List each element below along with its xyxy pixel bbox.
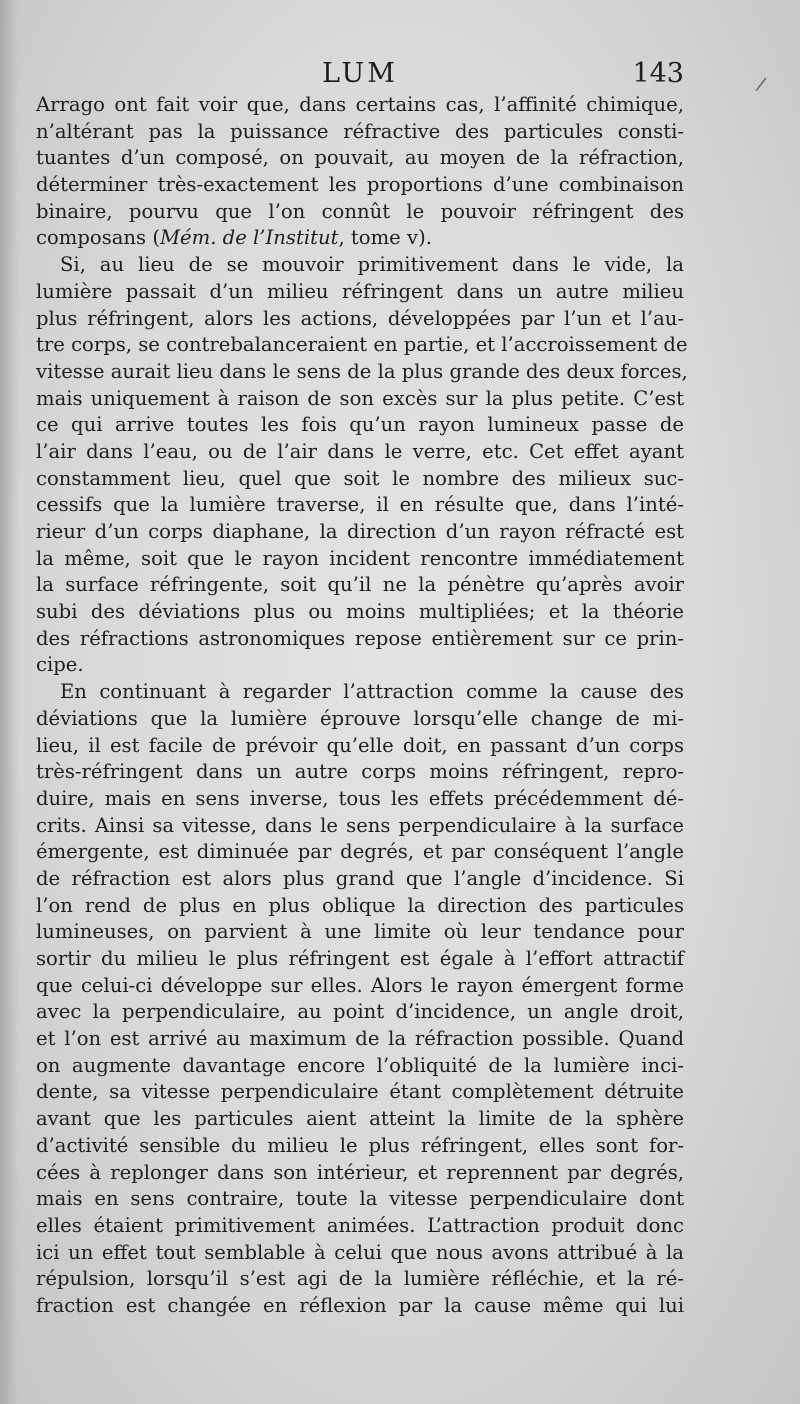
- text-run: émergente, est diminuée par degrés, et par conséquent l’angle: [36, 840, 684, 864]
- text-line: [36, 92, 684, 119]
- text-line: [36, 839, 684, 866]
- text-run: l’air dans l’eau, ou de l’air dans le verre, etc. Cet effet ayant: [36, 439, 684, 463]
- text-run: la surface réfringente, soit qu’il ne la pénètre qu’après avoir: [36, 573, 684, 597]
- text-run: En continuant à regarder l’attraction comme la cause des: [60, 680, 684, 704]
- text-run: ce qui arrive toutes les fois qu’un rayon lumineux passe de: [36, 413, 684, 437]
- text-run: n’altérant pas la puissance réfractive des particules consti-: [36, 119, 684, 143]
- text-run: Arrago ont fait voir que, dans certains cas, l’affinité chimique,: [36, 93, 684, 116]
- text-line: [36, 1079, 684, 1106]
- text-run: mais en sens contraire, toute la vitesse perpendiculaire dont: [36, 1187, 684, 1211]
- text-run: cées à replonger dans son intérieur, et reprennent par degrés,: [36, 1160, 684, 1184]
- text-run: avant que les particules aient atteint la limite de la sphère: [36, 1107, 684, 1131]
- text-line: [36, 866, 684, 893]
- text-line: [36, 332, 688, 359]
- text-run: subi des déviations plus ou moins multipliées; et la théorie: [36, 600, 684, 624]
- text-run: lumineuses, on parvient à une limite où leur tendance pour: [36, 920, 684, 944]
- text-line: [36, 1293, 684, 1320]
- text-run: avec la perpendiculaire, au point d’incidence, un angle droit,: [36, 1000, 684, 1024]
- text-line: [36, 492, 684, 519]
- text-run: déviations que la lumière éprouve lorsqu’elle change de mi-: [36, 706, 684, 730]
- text-run: constamment lieu, quel que soit le nombre des milieux suc-: [36, 466, 684, 490]
- text-line: [36, 679, 684, 706]
- text-line: [36, 439, 684, 466]
- text-run: tuantes d’un composé, on pouvait, au moyen de la réfraction,: [36, 146, 684, 170]
- text-run: cessifs que la lumière traverse, il en résulte que, dans l’inté-: [36, 493, 684, 517]
- text-line: [36, 1026, 684, 1053]
- text-line: [36, 412, 684, 439]
- text-line: [36, 119, 684, 146]
- text-line: [36, 1053, 684, 1080]
- text-run: elles étaient primitivement animées. L’attraction produit donc: [36, 1213, 684, 1237]
- text-line: [36, 252, 684, 279]
- text-run: fraction est changée en réflexion par la cause même qui lui: [36, 1293, 684, 1317]
- text-line: [36, 813, 684, 840]
- text-line: [36, 973, 684, 1000]
- text-line: [36, 919, 684, 946]
- text-line: [36, 145, 684, 172]
- text-line: [36, 386, 684, 413]
- text-line: [36, 759, 684, 786]
- text-run: déterminer très-exactement les proportions d’une combinaison: [36, 173, 684, 197]
- page-number: 143: [632, 58, 684, 89]
- text-run: on augmente davantage encore l’obliquité de la lumière inci-: [36, 1053, 684, 1077]
- text-run: de réfraction est alors plus grand que l’angle d’incidence. Si: [36, 866, 684, 890]
- text-run: vitesse aurait lieu dans le sens de la plus grande des deux forces,: [36, 359, 688, 383]
- text-run: l’on rend de plus en plus oblique la direction des particules: [36, 893, 684, 917]
- text-run: et l’on est arrivé au maximum de la réfraction possible. Quand: [36, 1027, 684, 1051]
- text-line: [36, 225, 684, 252]
- text-run: que celui-ci développe sur elles. Alors le rayon émergent forme: [36, 973, 684, 997]
- text-run: la même, soit que le rayon incident rencontre immédiatement: [36, 546, 684, 570]
- text-run: crits. Ainsi sa vitesse, dans le sens perpendiculaire à la surface: [36, 813, 684, 837]
- text-run: lumière passait d’un milieu réfringent dans un autre milieu: [36, 279, 684, 303]
- text-run: répulsion, lorsqu’il s’est agi de la lumière réfléchie, et la ré-: [36, 1267, 684, 1291]
- text-run: des réfractions astronomiques repose entièrement sur ce prin-: [36, 626, 684, 650]
- text-line: [36, 466, 684, 493]
- text-run: duire, mais en sens inverse, tous les effets précédemment dé-: [36, 786, 684, 810]
- body-text: [36, 92, 688, 1320]
- text-line: [36, 733, 684, 760]
- text-line: [36, 999, 684, 1026]
- text-line: [36, 306, 684, 333]
- text-line: [36, 1266, 684, 1293]
- text-run: Si, au lieu de se mouvoir primitivement dans le vide, la: [60, 253, 684, 277]
- gutter-shadow: [0, 0, 18, 1404]
- text-line: [36, 1213, 684, 1240]
- text-line: [36, 706, 684, 733]
- text-run: dente, sa vitesse perpendiculaire étant complètement détruite: [36, 1080, 684, 1104]
- text-run: lieu, il est facile de prévoir qu’elle doit, en passant d’un corps: [36, 733, 684, 757]
- text-line: [36, 519, 684, 546]
- text-run: ici un effet tout semblable à celui que nous avons attribué à la: [36, 1240, 684, 1264]
- text-run: tre corps, se contrebalanceraient en partie, et l’accroissement de: [36, 333, 688, 357]
- text-line: [36, 1160, 684, 1187]
- text-line: [36, 946, 684, 973]
- text-line: [36, 1133, 684, 1160]
- stray-ink-mark: /: [754, 73, 768, 96]
- text-run: rieur d’un corps diaphane, la direction d’un rayon réfracté est: [36, 520, 684, 543]
- text-line: [36, 652, 684, 679]
- text-line: [36, 172, 684, 199]
- text-line: [36, 279, 684, 306]
- text-run: , tome v).: [338, 226, 432, 250]
- text-run: composans (: [36, 226, 160, 250]
- text-run: sortir du milieu le plus réfringent est égale à l’effort attractif: [36, 947, 684, 970]
- text-line: [36, 1186, 684, 1213]
- text-line: [36, 599, 684, 626]
- text-line: [36, 786, 684, 813]
- text-run: binaire, pourvu que l’on connût le pouvoir réfringent des: [36, 199, 684, 223]
- text-line: [36, 572, 684, 599]
- text-line: [36, 546, 684, 573]
- text-line: [36, 1106, 684, 1133]
- text-line: [36, 626, 684, 653]
- running-head: LUM: [322, 58, 398, 89]
- text-run: plus réfringent, alors les actions, développées par l’un et l’au-: [36, 306, 684, 330]
- text-line: [36, 1240, 684, 1267]
- text-run: cipe.: [36, 653, 84, 677]
- italic-citation: Mém. de l’Institut: [159, 226, 339, 250]
- text-run: très-réfringent dans un autre corps moins réfringent, repro-: [36, 760, 684, 784]
- page-header: [36, 58, 684, 94]
- text-run: mais uniquement à raison de son excès sur la plus petite. C’est: [36, 386, 684, 410]
- text-run: d’activité sensible du milieu le plus réfringent, elles sont for-: [36, 1133, 684, 1157]
- text-line: [36, 359, 688, 386]
- text-line: [36, 893, 684, 920]
- text-line: [36, 199, 684, 226]
